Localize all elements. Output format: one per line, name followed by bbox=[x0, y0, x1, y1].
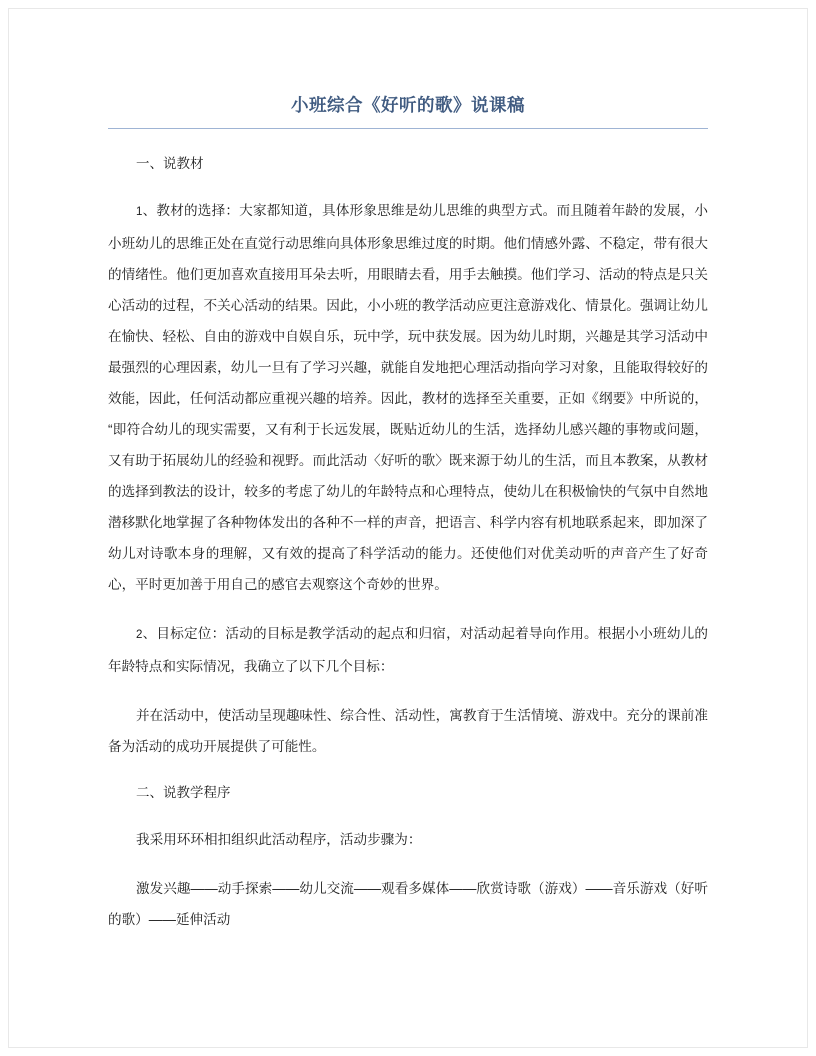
paragraph-1-3: 并在活动中，使活动呈现趣味性、综合性、活动性，寓教育于生活情境、游戏中。充分的课前准备为活动的成功开展提供了可能性。 bbox=[108, 707, 708, 754]
document-content bbox=[108, 92, 708, 935]
paragraph-1-1 bbox=[108, 195, 708, 600]
title-divider bbox=[108, 128, 708, 129]
list-marker-2: 2 bbox=[136, 628, 143, 641]
paragraph-2-1: 我采用环环相扣组织此活动程序，活动步骤为： bbox=[136, 831, 422, 847]
activity-steps-line: 激发兴趣——动手探索——幼儿交流——观看多媒体——欣赏诗歌（游戏）——音乐游戏（好听的歌）——延伸活动 bbox=[108, 880, 708, 927]
list-marker-sep-2: 、 bbox=[142, 625, 157, 641]
section-heading-2: 二、说教学程序 bbox=[136, 784, 231, 800]
list-marker-1: 1 bbox=[136, 205, 143, 218]
list-marker-sep-1: 、 bbox=[142, 202, 157, 218]
paragraph-1-1-text: 教材的选择：大家都知道，具体形象思维是幼儿思维的典型方式。而且随着年龄的发展，小小班幼儿的思维正处在直觉行动思维向具体形象思维过度的时期。他们情感外露、不稳定，带有很大的情绪性。他们更加喜欢直接用耳朵去听，用眼睛去看，用手去触摸。他们学习、活动的特点是只关心活动的过程，不关心活动的结果。因此，小小班的教学活动应更注意游戏化、情景化。强调让幼儿在愉快、轻松、自由的游戏中自娱自乐，玩中学，玩中获发展。因为幼儿时期，兴趣是其学习活动中最强烈的心理因素，幼儿一旦有了学习兴趣，就能自发地把心理活动指向学习对象，且能取得较好的效能，因此，任何活动都应重视兴趣的培养。因此，教材的选择至关重要，正如《纲要》中所说的，“即符合幼儿的现实需要，又有利于长远发展，既贴近幼儿的生活，选择幼儿感兴趣的事物或问题，又有助于拓展幼儿的经验和视野。而此活动〈好听的歌〉既来源于幼儿的生活，而且本教案，从教材的选择到教法的设计，较多的考虑了幼儿的年龄特点和心理特点，使幼儿在积极愉快的气氛中自然地潜移默化地掌握了各种物体发出的各种不一样的声音，把语言、科学内容有机地联系起来，即加深了幼儿对诗歌本身的理解，又有效的提高了科学活动的能力。还使他们对优美动听的声音产生了好奇心，平时更加善于用自己的感官去观察这个奇妙的世界。 bbox=[108, 202, 709, 592]
paragraph-1-2-text: 目标定位：活动的目标是教学活动的起点和归宿，对活动起着导向作用。根据小小班幼儿的年龄特点和实际情况，我确立了以下几个目标： bbox=[108, 625, 709, 674]
paragraph-1-2 bbox=[108, 618, 708, 682]
page-title: 小班综合《好听的歌》说课稿 bbox=[291, 95, 525, 115]
section-heading-1: 一、说教材 bbox=[136, 156, 204, 172]
